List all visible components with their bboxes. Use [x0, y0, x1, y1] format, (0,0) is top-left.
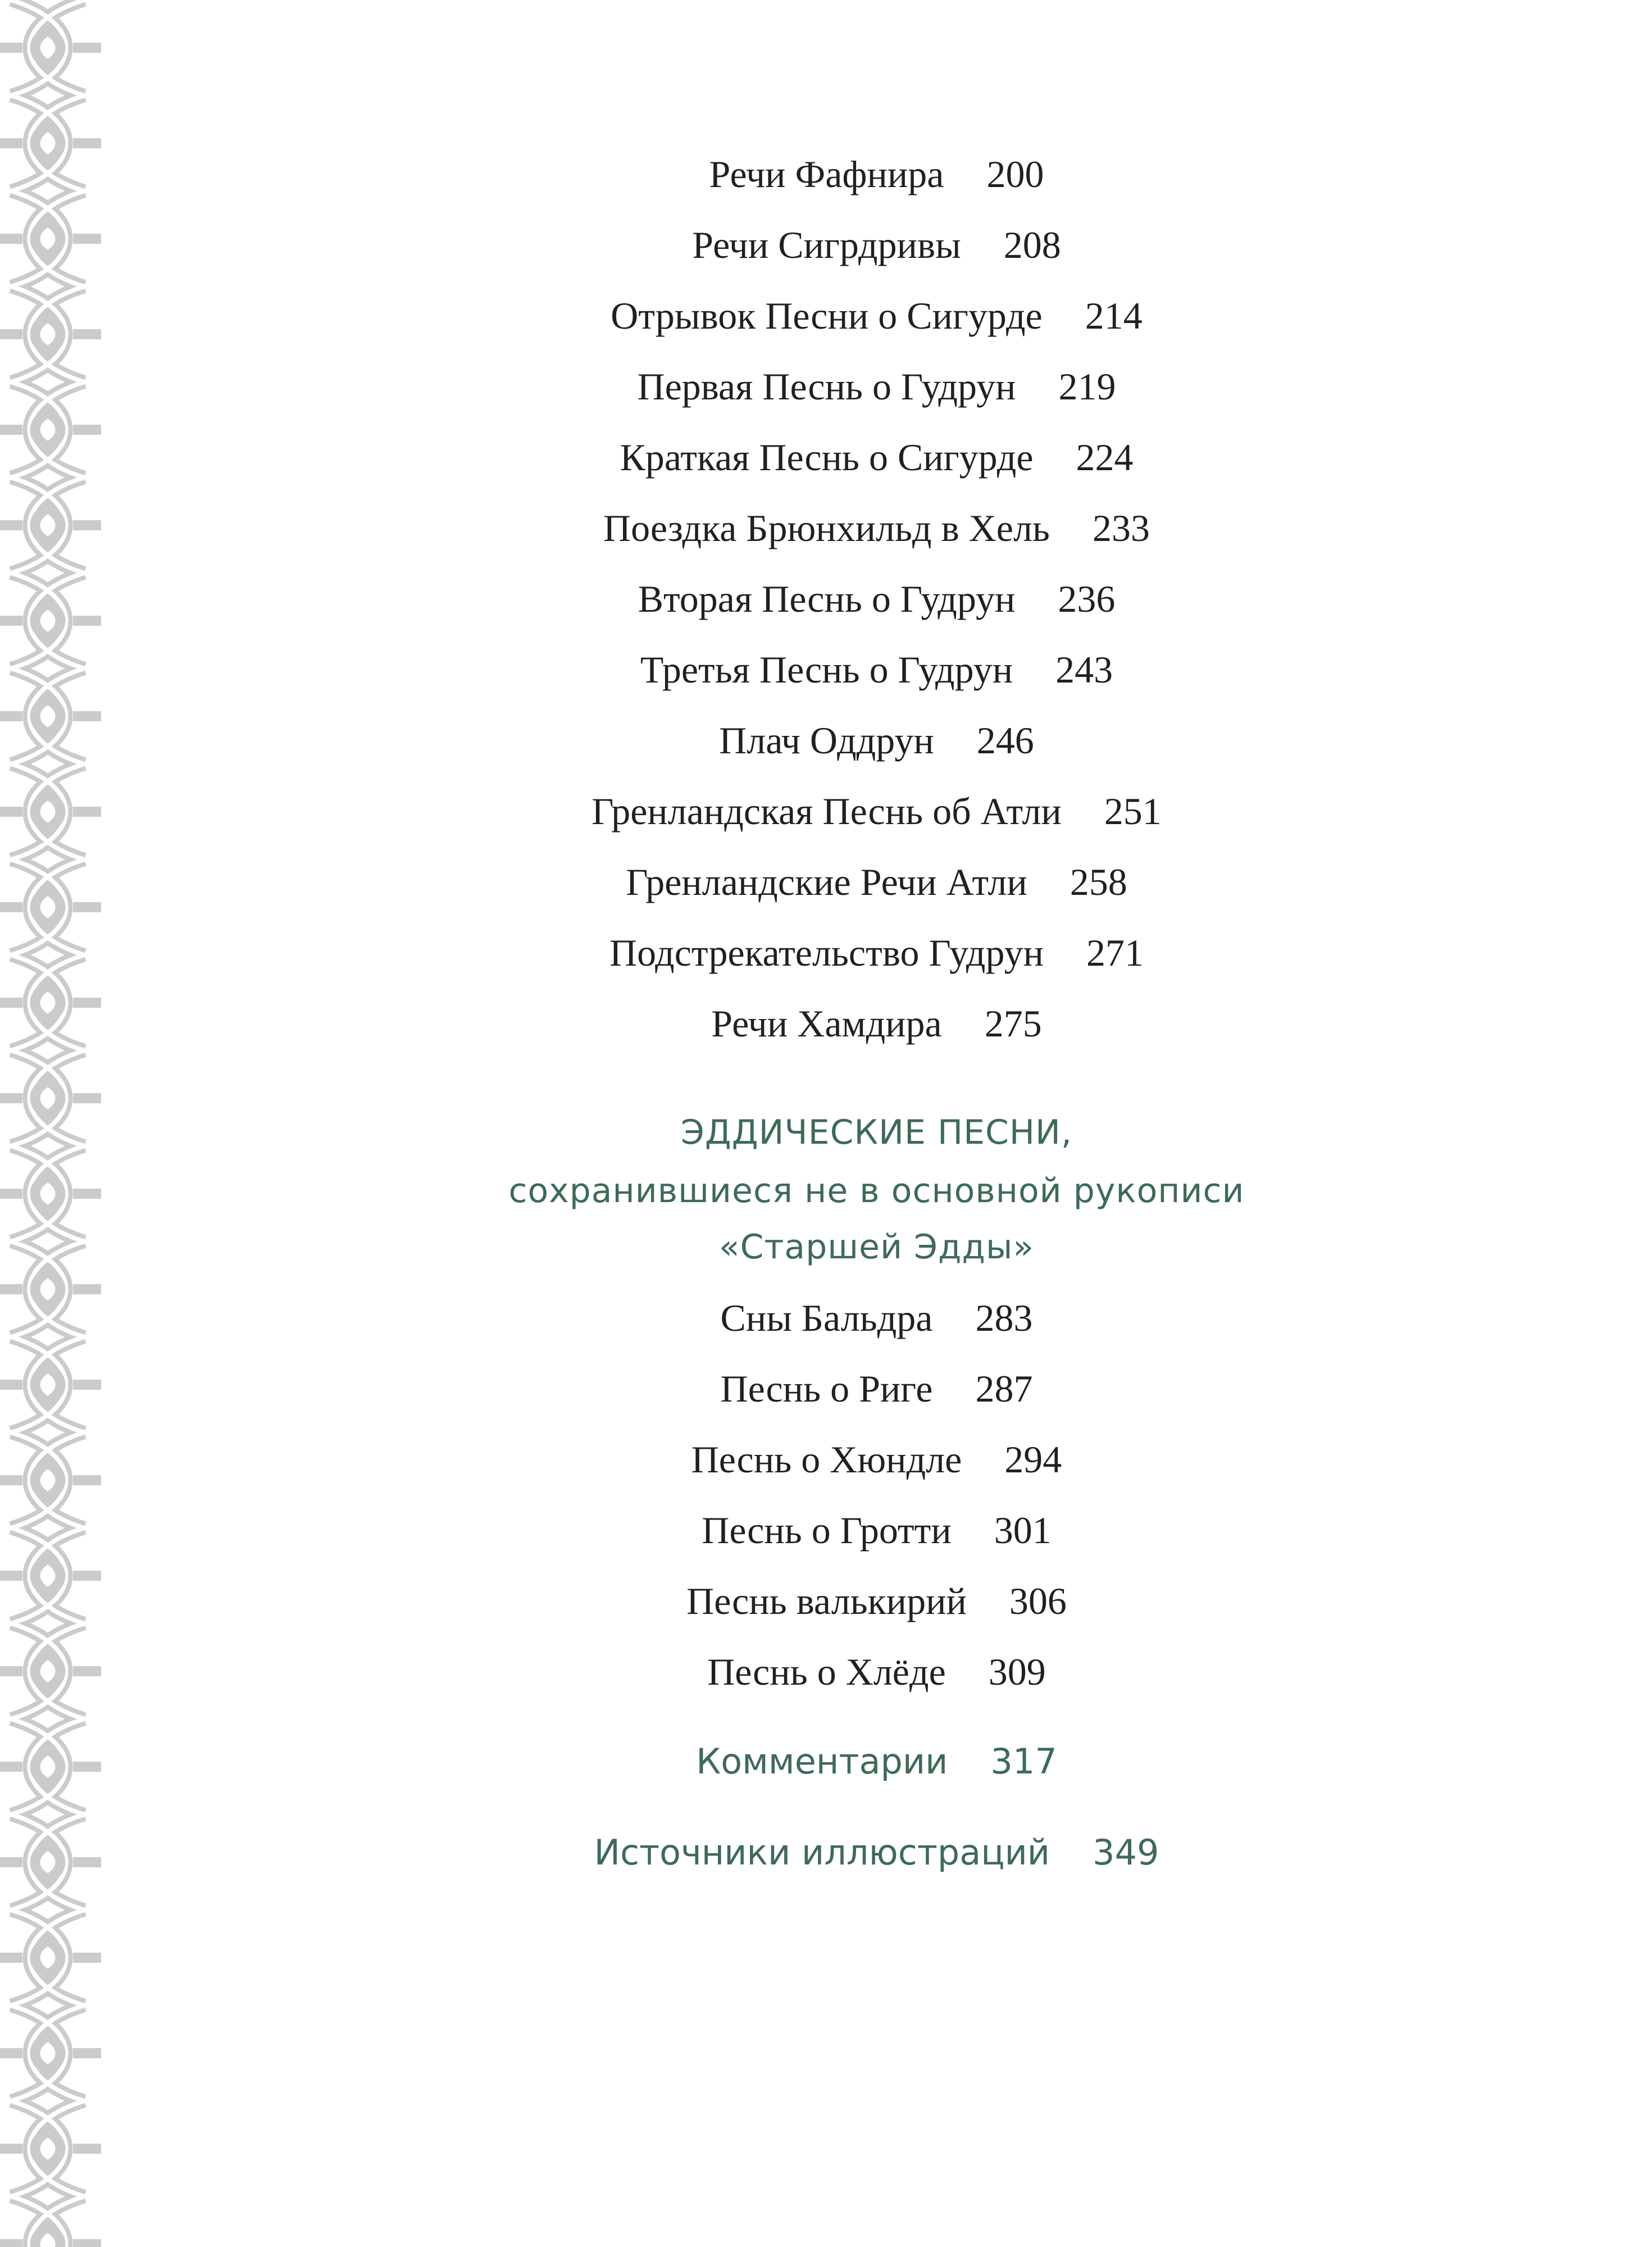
toc-entry-page: 271 — [1086, 931, 1144, 974]
toc-entry[interactable] — [101, 789, 1652, 834]
toc-entry-title: Песнь о Хюндле — [691, 1438, 962, 1481]
section-heading-line2: сохранившиеся не в основной рукописи — [508, 1171, 1245, 1211]
toc-entry-title: Вторая Песнь о Гудрун — [638, 577, 1016, 620]
toc-entry[interactable] — [101, 859, 1652, 904]
toc-entry[interactable] — [101, 152, 1652, 197]
section-heading-line1: ЭДДИЧЕСКИЕ ПЕСНИ, — [681, 1113, 1072, 1152]
toc-entry-page: 258 — [1070, 861, 1127, 903]
toc-entry-page: 208 — [1003, 224, 1061, 266]
toc-entry-title: Песнь о Хлёде — [707, 1650, 946, 1693]
toc-entry-title: Источники иллюстраций — [594, 1832, 1050, 1873]
toc-entry-title: Краткая Песнь о Сигурде — [620, 436, 1034, 479]
toc-entry-title: Песнь о Риге — [720, 1367, 933, 1410]
table-of-contents — [101, 0, 1652, 2247]
toc-entry-page: 294 — [1004, 1438, 1062, 1481]
toc-entry-title: Песнь о Гротти — [702, 1509, 952, 1552]
toc-entry-title: Песнь валькирий — [686, 1580, 967, 1622]
toc-entry-illustrations[interactable] — [101, 1830, 1652, 1875]
toc-entry-title: Первая Песнь о Гудрун — [637, 365, 1016, 408]
toc-entry-page: 224 — [1076, 436, 1134, 479]
toc-entry[interactable] — [101, 1366, 1652, 1411]
toc-entry[interactable] — [101, 576, 1652, 621]
toc-entry[interactable] — [101, 1001, 1652, 1046]
toc-entry-page: 219 — [1058, 365, 1116, 408]
toc-entry[interactable] — [101, 718, 1652, 763]
toc-entry[interactable] — [101, 293, 1652, 338]
toc-entry-page: 243 — [1055, 648, 1113, 691]
toc-entry[interactable] — [101, 1649, 1652, 1694]
toc-entry-comments[interactable] — [101, 1739, 1652, 1784]
toc-entry-page: 287 — [975, 1367, 1033, 1410]
toc-entry-title: Речи Хамдира — [711, 1002, 942, 1045]
toc-entry-page: 283 — [975, 1297, 1033, 1339]
toc-entry-title: Гренландская Песнь об Атли — [591, 790, 1062, 833]
toc-entry-title: Сны Бальдра — [720, 1297, 933, 1339]
toc-entry-page: 301 — [994, 1509, 1052, 1552]
toc-entry-page: 233 — [1092, 507, 1150, 549]
toc-entry[interactable] — [101, 930, 1652, 975]
toc-entry[interactable] — [101, 1295, 1652, 1340]
toc-entry-page: 251 — [1104, 790, 1162, 833]
toc-entry-page: 309 — [988, 1650, 1046, 1693]
toc-entry-page: 214 — [1085, 294, 1143, 337]
toc-entry[interactable] — [101, 506, 1652, 551]
toc-entry[interactable] — [101, 1508, 1652, 1553]
celtic-knot-border — [0, 0, 101, 2247]
toc-entry-page: 349 — [1093, 1832, 1159, 1873]
toc-entry-title: Речи Фафнира — [709, 153, 944, 195]
toc-entry-page: 200 — [986, 153, 1044, 195]
toc-entry-page: 317 — [990, 1741, 1057, 1782]
toc-entry-page: 306 — [1009, 1580, 1067, 1622]
toc-entry[interactable] — [101, 647, 1652, 692]
toc-entry-title: Комментарии — [696, 1741, 948, 1782]
toc-entry-title: Отрывок Песни о Сигурде — [611, 294, 1043, 337]
toc-entry[interactable] — [101, 1579, 1652, 1623]
toc-entry-page: 246 — [976, 719, 1034, 762]
toc-entry-page: 275 — [984, 1002, 1042, 1045]
toc-entry-title: Третья Песнь о Гудрун — [640, 648, 1013, 691]
toc-entry[interactable] — [101, 435, 1652, 480]
toc-entry[interactable] — [101, 364, 1652, 409]
toc-entry-title: Плач Оддрун — [719, 719, 934, 762]
toc-entry-page: 236 — [1058, 577, 1116, 620]
toc-entry-title: Поездка Брюнхильд в Хель — [603, 507, 1050, 549]
toc-entry[interactable] — [101, 222, 1652, 267]
toc-entry-title: Гренландские Речи Атли — [626, 861, 1027, 903]
toc-entry-title: Речи Сигрдривы — [692, 224, 961, 266]
toc-entry[interactable] — [101, 1437, 1652, 1482]
toc-entry-title: Подстрекательство Гудрун — [609, 931, 1044, 974]
section-heading-line3: «Старшей Эдды» — [718, 1227, 1035, 1267]
